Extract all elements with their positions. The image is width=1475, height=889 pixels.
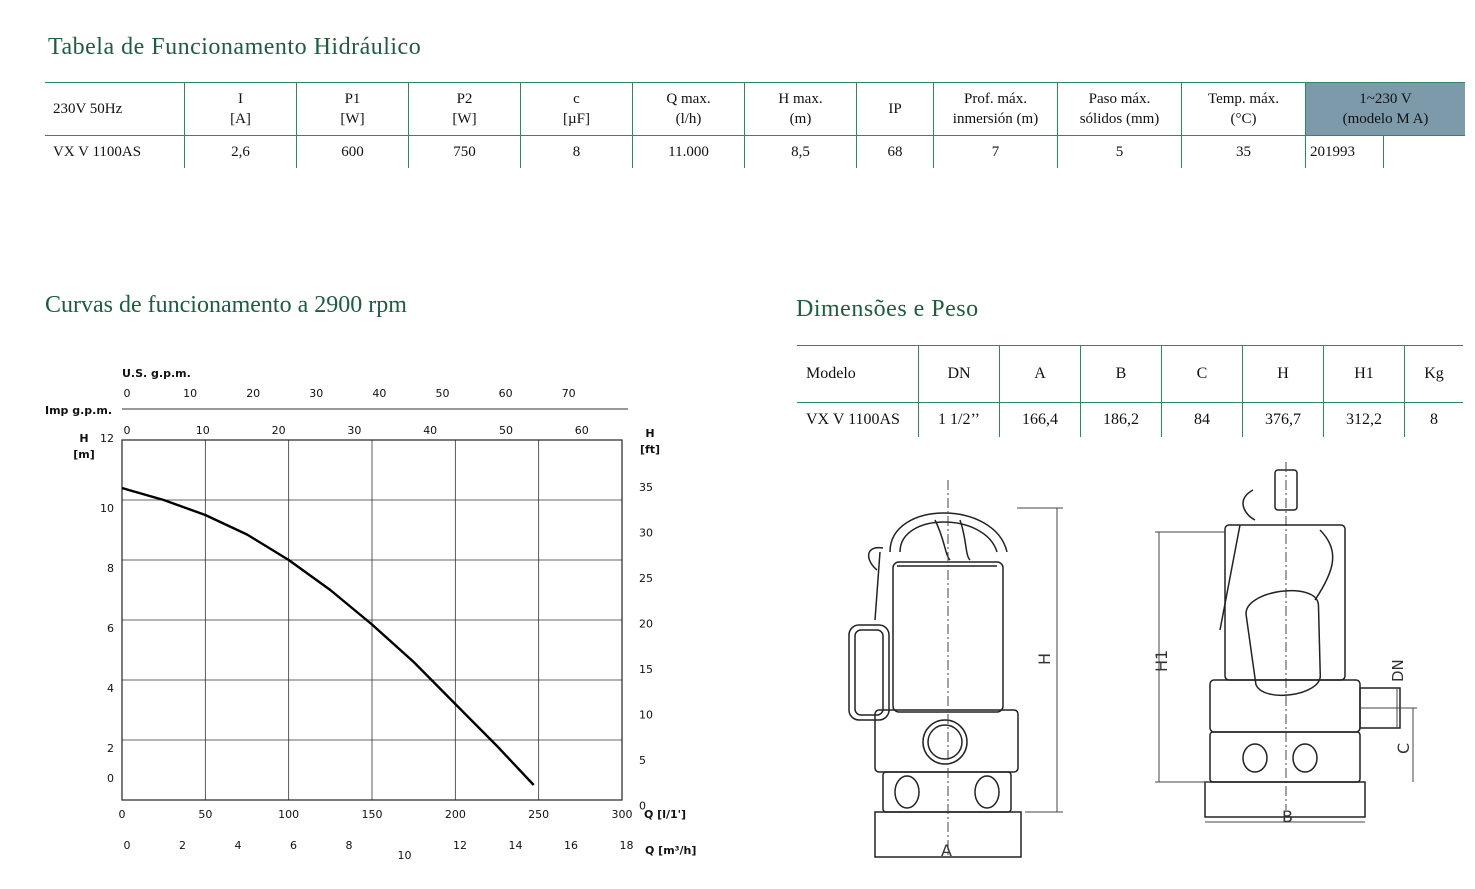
dims-header-kg: Kg (1405, 346, 1464, 403)
y-left-tick-label: 6 (107, 622, 114, 635)
performance-table (45, 82, 1465, 168)
label-h1: H1 (1152, 649, 1171, 672)
dims-header-a: A (1000, 346, 1081, 403)
dims-cell-h1: 312,2 (1324, 403, 1405, 438)
y-left-axis-unit: [m] (73, 448, 95, 461)
label-c: C (1394, 742, 1413, 754)
us-gpm-axis-label: U.S. g.p.m. (122, 367, 191, 380)
y-right-tick-label: 0 (639, 799, 646, 813)
header-p2: P2 [W] (409, 83, 521, 136)
y-right-axis-unit: [ft] (639, 443, 661, 456)
x-axis-label: Q [l/1'] (644, 808, 687, 821)
header-capacitor: c [µF] (521, 83, 633, 136)
x-m3h-tick-label: 12 (453, 839, 467, 852)
y-right-axis-label: H (645, 427, 655, 440)
y-left-tick-label: 0 (107, 772, 114, 785)
imp-gpm-tick-label: 60 (574, 424, 589, 437)
header-current: I [A] (185, 83, 297, 136)
us-gpm-tick-label: 70 (561, 387, 576, 400)
label-a: A (941, 841, 952, 860)
x-m3h-tick-label: 10 (397, 849, 412, 862)
x-tick-label: 250 (528, 808, 550, 821)
performance-curve-line (122, 488, 534, 785)
header-immersion: Prof. máx. inmersión (m) (934, 83, 1058, 136)
performance-curve-chart (40, 360, 720, 870)
x-tick-label: 150 (361, 808, 383, 821)
header-ip: IP (857, 83, 934, 136)
cell-empty (1384, 136, 1466, 169)
cell-model: VX V 1100AS (53, 144, 142, 160)
cell-temperature: 35 (1182, 136, 1306, 169)
us-gpm-tick-label: 50 (435, 387, 450, 400)
curves-title: Curvas de funcionamento a 2900 rpm (45, 292, 407, 318)
label-h: H (1035, 652, 1054, 665)
dimensions-title: Dimensões e Peso (796, 296, 979, 322)
cell-capacitor: 8 (521, 136, 633, 169)
x-m3h-axis-label: Q [m³/h] (645, 844, 697, 857)
dims-cell-c: 84 (1162, 403, 1243, 438)
header-voltage: 230V 50Hz (53, 101, 123, 117)
cell-current: 2,6 (185, 136, 297, 169)
cell-p2: 750 (409, 136, 521, 169)
cell-p1: 600 (297, 136, 409, 169)
x-m3h-tick-label: 6 (290, 839, 297, 852)
dims-cell-a: 166,4 (1000, 403, 1081, 438)
pump-front-dimension-lines (948, 480, 1063, 858)
imp-gpm-axis-label: Imp g.p.m. (45, 404, 113, 417)
imp-gpm-tick-label: 10 (195, 424, 210, 437)
imp-gpm-tick-label: 0 (123, 424, 131, 437)
cell-model-code: 201993 (1306, 136, 1384, 169)
cell-qmax: 11.000 (633, 136, 745, 169)
y-right-tick-label: 5 (639, 754, 646, 767)
x-tick-label: 200 (444, 808, 466, 821)
table-row (45, 136, 1465, 169)
us-gpm-tick-label: 30 (309, 387, 324, 400)
x-m3h-tick-label: 14 (508, 839, 523, 852)
cell-immersion: 7 (934, 136, 1058, 169)
dims-cell-b: 186,2 (1081, 403, 1162, 438)
dims-header-c: C (1162, 346, 1243, 403)
x-m3h-tick-label: 18 (619, 839, 634, 852)
y-right-tick-label: 30 (639, 526, 653, 540)
y-right-tick-label: 10 (639, 708, 653, 722)
x-tick-label: 0 (118, 808, 126, 821)
hydraulic-table-title: Tabela de Funcionamento Hidráulico (48, 34, 422, 60)
us-gpm-tick-label: 60 (498, 387, 513, 400)
y-left-tick-label: 10 (100, 502, 114, 515)
cell-hmax: 8,5 (745, 136, 857, 169)
us-gpm-tick-label: 0 (123, 387, 131, 400)
pump-front-view (849, 513, 1021, 857)
x-tick-label: 300 (611, 808, 633, 821)
pump-dimension-drawings (835, 460, 1435, 860)
x-tick-label: 50 (198, 808, 213, 821)
y-right-tick-label: 35 (639, 481, 653, 494)
x-m3h-tick-label: 4 (234, 839, 242, 852)
imp-gpm-tick-label: 50 (499, 424, 513, 437)
label-dn: DN (1389, 659, 1407, 682)
y-left-axis-label: H (79, 432, 89, 445)
dims-header-h1: H1 (1324, 346, 1405, 403)
dims-header-h: H (1243, 346, 1324, 403)
cell-solids: 5 (1058, 136, 1182, 169)
table-row (797, 403, 1463, 438)
x-tick-label: 100 (278, 808, 300, 821)
x-m3h-tick-label: 8 (345, 839, 353, 852)
dims-header-dn: DN (919, 346, 1000, 403)
y-right-tick-label: 25 (639, 572, 653, 585)
header-model-code: 1~230 V (modelo M A) (1306, 83, 1466, 136)
dims-header-model: Modelo (806, 365, 856, 382)
us-gpm-tick-label: 10 (183, 387, 198, 400)
dims-cell-kg: 8 (1405, 403, 1464, 438)
dims-cell-h: 376,7 (1243, 403, 1324, 438)
header-qmax: Q max. (l/h) (633, 83, 745, 136)
y-right-tick-label: 20 (639, 617, 653, 631)
us-gpm-tick-label: 20 (246, 387, 261, 400)
x-m3h-tick-label: 16 (564, 839, 578, 852)
imp-gpm-tick-label: 30 (347, 424, 362, 437)
dims-header-b: B (1081, 346, 1162, 403)
dims-cell-dn: 1 1/2’’ (919, 403, 1000, 438)
y-left-tick-label: 8 (107, 562, 114, 575)
dimensions-table (797, 345, 1463, 437)
label-b: B (1282, 807, 1293, 826)
us-gpm-tick-label: 40 (372, 387, 387, 400)
x-m3h-tick-label: 2 (179, 839, 186, 852)
cell-ip: 68 (857, 136, 934, 169)
header-solids: Paso máx. sólidos (mm) (1058, 83, 1182, 136)
dims-cell-model: VX V 1100AS (806, 411, 900, 428)
header-temperature: Temp. máx. (°C) (1182, 83, 1306, 136)
imp-gpm-tick-label: 20 (271, 424, 286, 437)
y-right-tick-label: 15 (639, 663, 653, 676)
y-left-tick-label: 12 (100, 432, 114, 445)
dimensions-header-row (797, 346, 1463, 403)
header-p1: P1 [W] (297, 83, 409, 136)
y-left-tick-label: 4 (107, 682, 114, 695)
performance-header-row (45, 83, 1465, 136)
imp-gpm-tick-label: 40 (423, 424, 438, 437)
pump-side-view (1205, 462, 1400, 817)
y-left-tick-label: 2 (107, 742, 114, 755)
x-m3h-tick-label: 0 (123, 839, 131, 852)
header-hmax: H max. (m) (745, 83, 857, 136)
